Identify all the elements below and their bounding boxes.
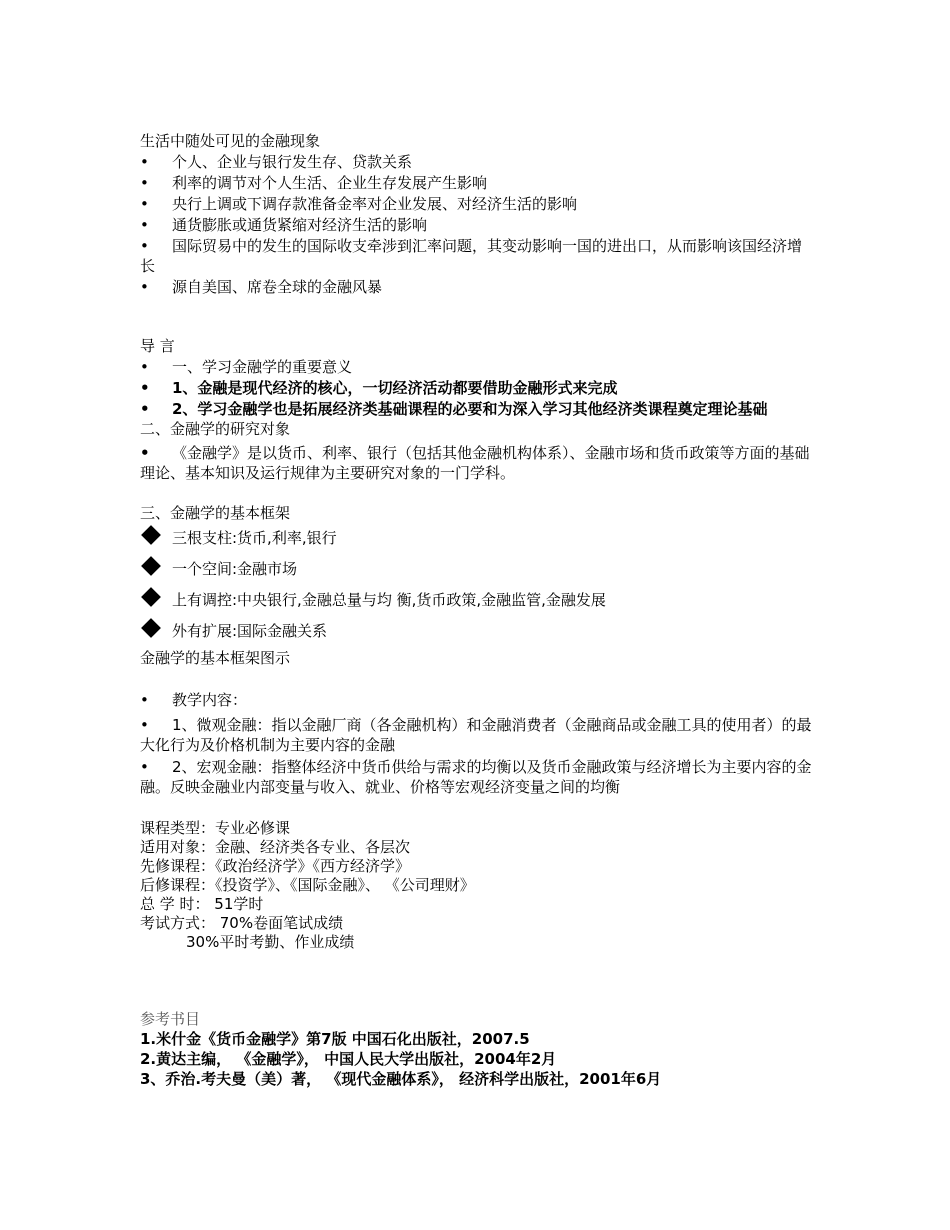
references xyxy=(140,1009,815,1089)
exam-method-continued: 30%平时考勤、作业成绩 xyxy=(186,933,355,951)
course-type: 课程类型：专业必修课 xyxy=(140,819,291,837)
framework-item-text: 三根支柱:货币,利率,银行 xyxy=(172,529,337,547)
figure-caption: 金融学的基本框架图示 xyxy=(140,649,291,667)
list-item xyxy=(140,357,815,377)
list-item-text: 一、学习金融学的重要意义 xyxy=(172,358,353,376)
research-object-paragraph xyxy=(140,443,815,483)
reference-item: 1.米什金《货币金融学》第7版 中国石化出版社，2007.5 xyxy=(140,1030,530,1048)
bullet-icon: • xyxy=(140,400,150,418)
bullet-icon: • xyxy=(140,444,150,462)
list-item xyxy=(140,399,815,419)
list-item xyxy=(140,152,815,172)
bullet-icon: • xyxy=(140,216,149,234)
list-item-text: 利率的调节对个人生活、企业生存发展产生影响 xyxy=(172,174,488,192)
list-item xyxy=(140,378,815,398)
reference-item: 3、乔治.考夫曼（美）著， 《现代金融体系》， 经济科学出版社，2001年6月 xyxy=(140,1070,662,1088)
bullet-icon: • xyxy=(140,716,149,734)
diamond-bullet-icon xyxy=(141,618,161,638)
bullet-icon: • xyxy=(140,195,149,213)
framework-item-text: 外有扩展:国际金融关系 xyxy=(172,622,328,640)
list-item-text: 通货膨胀或通货紧缩对经济生活的影响 xyxy=(172,216,428,234)
document-page xyxy=(140,131,815,1089)
bullet-icon: • xyxy=(140,237,149,255)
references-heading: 参考书目 xyxy=(140,1010,201,1028)
bullet-icon: • xyxy=(140,174,149,192)
bullet-icon: • xyxy=(140,278,149,296)
list-item-text: 教学内容： xyxy=(172,691,248,709)
paragraph-text: 《金融学》是以货币、利率、银行（包括其他金融机构体系）、金融市场和货币政策等方面的基础理论、基本知识及运行规律为主要研究对象的一门学科。 xyxy=(140,444,810,482)
section2-subheading: 二、金融学的研究对象 xyxy=(140,420,291,438)
bullet-icon: • xyxy=(140,379,150,397)
bullet-icon: • xyxy=(140,691,149,709)
course-hours: 总 学 时： 51学时 xyxy=(140,895,264,913)
diamond-bullet-icon xyxy=(141,525,161,545)
diamond-bullet-icon xyxy=(141,587,161,607)
section3-heading: 三、金融学的基本框架 xyxy=(140,504,291,522)
framework-item xyxy=(140,554,815,585)
list-item xyxy=(140,690,815,710)
bullet-icon: • xyxy=(140,758,149,776)
section2-heading: 导 言 xyxy=(140,337,175,355)
list-item-text: 1、金融是现代经济的核心，一切经济活动都要借助金融形式来完成 xyxy=(172,379,618,397)
list-item xyxy=(140,173,815,193)
exam-method: 考试方式： 70%卷面笔试成绩 xyxy=(140,914,344,932)
bullet-icon: • xyxy=(140,358,149,376)
course-audience: 适用对象：金融、经济类各专业、各层次 xyxy=(140,838,411,856)
list-item-text: 2、学习金融学也是拓展经济类基础课程的必要和为深入学习其他经济类课程奠定理论基础 xyxy=(172,400,768,418)
course-followup: 后修课程：《投资学》、《国际金融》、 《公司理财》 xyxy=(140,876,475,894)
course-info xyxy=(140,819,815,952)
reference-item: 2.黄达主编， 《金融学》， 中国人民大学出版社，2004年2月 xyxy=(140,1050,557,1068)
list-item xyxy=(140,194,815,214)
diamond-bullet-icon xyxy=(141,556,161,576)
list-item xyxy=(140,236,815,276)
course-prerequisite: 先修课程：《政治经济学》《西方经济学》 xyxy=(140,857,411,875)
bullet-icon: • xyxy=(140,153,149,171)
section1-heading: 生活中随处可见的金融现象 xyxy=(140,132,321,150)
list-item-text: 1、微观金融：指以金融厂商（各金融机构）和金融消费者（金融商品或金融工具的使用者）的最大化行为及价格机制为主要内容的金融 xyxy=(140,716,812,754)
framework-item-text: 一个空间:金融市场 xyxy=(172,560,298,578)
list-item xyxy=(140,715,815,755)
framework-item-text: 上有调控:中央银行,金融总量与均 衡,货币政策,金融监管,金融发展 xyxy=(172,591,606,609)
framework-item xyxy=(140,616,815,647)
list-item-text: 个人、企业与银行发生存、贷款关系 xyxy=(172,153,413,171)
list-item xyxy=(140,215,815,235)
list-item-text: 源自美国、席卷全球的金融风暴 xyxy=(172,278,383,296)
framework-item xyxy=(140,585,815,616)
list-item xyxy=(140,757,815,797)
framework-item xyxy=(140,523,815,554)
list-item-text: 2、宏观金融：指整体经济中货币供给与需求的均衡以及货币金融政策与经济增长为主要内容的金融。反映金融业内部变量与收入、就业、价格等宏观经济变量之间的均衡 xyxy=(140,758,812,796)
list-item-text: 国际贸易中的发生的国际收支牵涉到汇率问题，其变动影响一国的进出口，从而影响该国经济增长 xyxy=(140,237,803,275)
list-item xyxy=(140,277,815,297)
list-item-text: 央行上调或下调存款准备金率对企业发展、对经济生活的影响 xyxy=(172,195,578,213)
